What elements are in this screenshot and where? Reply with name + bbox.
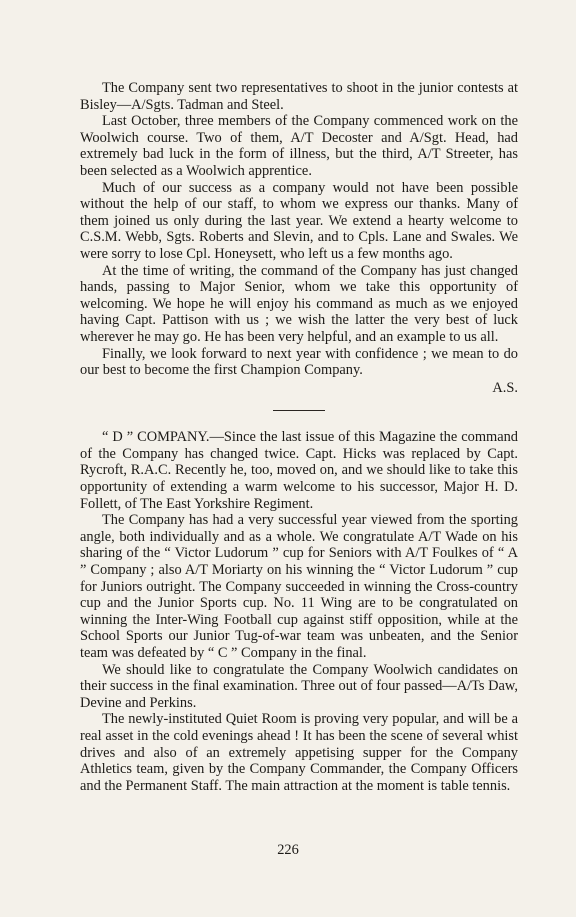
paragraph: Last October, three members of the Company commenced work on the Woolwich course. Two of them, A/T Decoster and A/Sgt. Head, had extremely bad luck in the form of illness, but the third, A/T Streeter, has been selected as a Woolwich apprentice. bbox=[80, 113, 518, 179]
paragraph: We should like to congratulate the Company Woolwich candidates on their success in the final examination. Three out of four passed—A/Ts Daw, Devine and Perkins. bbox=[80, 661, 518, 711]
paragraph: At the time of writing, the command of the Company has just changed hands, passing to Major Senior, whom we take this opportunity of welcoming. We hope he will enjoy his command as much as we enjoyed having Capt. Pattison with us ; we wish the latter the very best of luck wherever he may go. He has been very helpful, and an example to us all. bbox=[80, 262, 518, 345]
paragraph: “ D ” COMPANY.—Since the last issue of this Magazine the command of the Company has changed twice. Capt. Hicks was replaced by Capt. Rycroft, R.A.C. Recently he, too, moved on, and we should like to take this opportunity of extending a warm welcome to his successor, Major H. D. Follett, of The East Yorkshire Regiment. bbox=[80, 429, 518, 512]
page-number: 226 bbox=[277, 842, 299, 858]
paragraph: The Company sent two representatives to shoot in the junior contests at Bisley—A/Sgts. Tadman and Steel. bbox=[80, 80, 518, 113]
paragraph: The newly-instituted Quiet Room is proving very popular, and will be a real asset in the cold evenings ahead ! It has been the scene of several whist drives and also of an extremely appetising supper for the Company Athletics team, given by the Company Commander, the Company Officers and the Permanent Staff. The main attraction at the moment is table tennis. bbox=[80, 711, 518, 794]
paragraph: Much of our success as a company would not have been possible without the help of our staff, to whom we express our thanks. Many of them joined us only during the last year. We extend a hearty welcome to C.S.M. Webb, Sgts. Roberts and Slevin, and to Cpls. Lane and Swales. We were sorry to lose Cpl. Honeysett, who left us a few months ago. bbox=[80, 179, 518, 262]
author-initials: A.S. bbox=[492, 379, 518, 396]
section-divider bbox=[273, 410, 325, 411]
company-report-section bbox=[80, 80, 518, 396]
d-company-section bbox=[80, 429, 518, 794]
paragraph: Finally, we look forward to next year with confidence ; we mean to do our best to become the first Champion Company. bbox=[80, 345, 518, 379]
paragraph: The Company has had a very successful year viewed from the sporting angle, both individually and as a whole. We congratulate A/T Wade on his sharing of the “ Victor Ludorum ” cup for Seniors with A/T Foulkes of “ A ” Company ; also A/T Moriarty on his winning the “ Victor Ludorum ” cup for Juniors outright. The Company succeeded in winning the Cross-country cup and the Junior Sports cup. No. 11 Wing are to be congratulated on winning the Inter-Wing Football cup against stiff opposition, while at the School Sports our Junior Tug-of-war team was unbeaten, and the Senior team was defeated by “ C ” Company in the final. bbox=[80, 512, 518, 661]
